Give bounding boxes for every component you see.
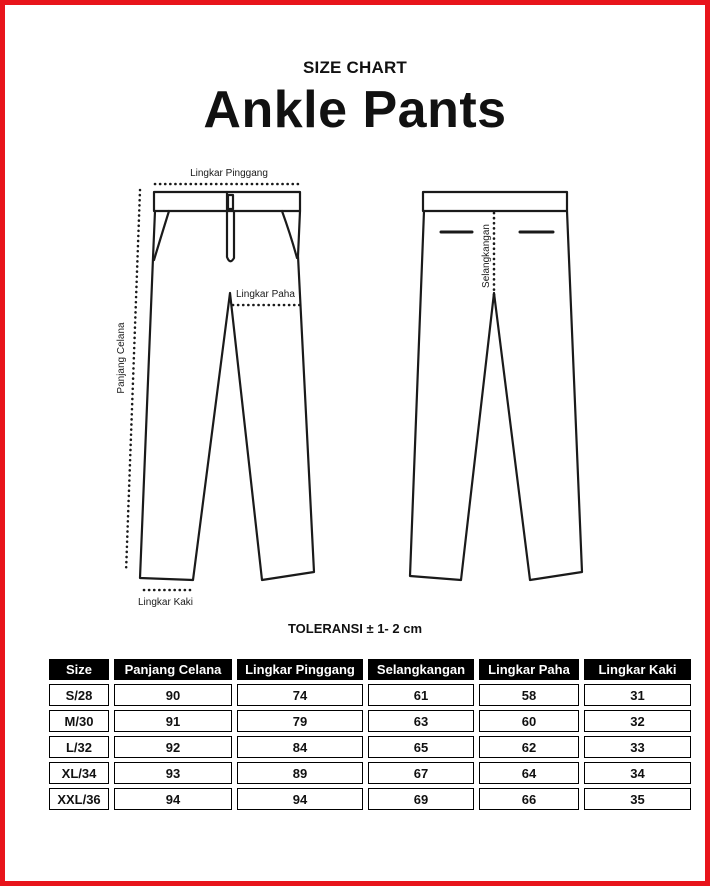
waist-label: Lingkar Pinggang xyxy=(190,168,268,179)
page-title: Ankle Pants xyxy=(203,81,507,139)
cell-panjang-celana: 94 xyxy=(114,788,232,810)
cell-lingkar-paha: 60 xyxy=(479,710,579,732)
table-row xyxy=(49,710,691,732)
table-header-row xyxy=(49,659,691,680)
header-selangkangan: Selangkangan xyxy=(368,659,474,680)
cell-panjang-celana: 90 xyxy=(114,684,232,706)
inseam-label: Selangkangan xyxy=(481,224,492,288)
header-lingkar-paha: Lingkar Paha xyxy=(479,659,579,680)
length-measure-line xyxy=(126,190,140,572)
cell-lingkar-pinggang: 94 xyxy=(237,788,363,810)
cell-selangkangan: 63 xyxy=(368,710,474,732)
header-size: Size xyxy=(49,659,109,680)
cell-lingkar-pinggang: 84 xyxy=(237,736,363,758)
table-row xyxy=(49,684,691,706)
cell-size: S/28 xyxy=(49,684,109,706)
cell-panjang-celana: 93 xyxy=(114,762,232,784)
cell-lingkar-paha: 64 xyxy=(479,762,579,784)
size-chart-subtitle: SIZE CHART xyxy=(303,58,407,77)
cell-selangkangan: 61 xyxy=(368,684,474,706)
cell-lingkar-pinggang: 89 xyxy=(237,762,363,784)
cell-size: XL/34 xyxy=(49,762,109,784)
cell-selangkangan: 67 xyxy=(368,762,474,784)
cell-panjang-celana: 92 xyxy=(114,736,232,758)
back-pants-illustration xyxy=(410,192,582,580)
cell-lingkar-paha: 66 xyxy=(479,788,579,810)
tolerance-note: TOLERANSI ± 1- 2 cm xyxy=(287,621,423,636)
cell-lingkar-kaki: 33 xyxy=(584,736,691,758)
thigh-label: Lingkar Paha xyxy=(236,289,295,300)
cell-lingkar-kaki: 32 xyxy=(584,710,691,732)
cell-lingkar-kaki: 35 xyxy=(584,788,691,810)
cell-selangkangan: 65 xyxy=(368,736,474,758)
header-panjang-celana: Panjang Celana xyxy=(114,659,232,680)
header-lingkar-pinggang: Lingkar Pinggang xyxy=(237,659,363,680)
cell-panjang-celana: 91 xyxy=(114,710,232,732)
cell-lingkar-paha: 62 xyxy=(479,736,579,758)
cell-size: XXL/36 xyxy=(49,788,109,810)
table-row xyxy=(49,788,691,810)
front-pants-illustration xyxy=(140,192,314,580)
cell-size: M/30 xyxy=(49,710,109,732)
table-row xyxy=(49,736,691,758)
hem-label: Lingkar Kaki xyxy=(138,597,194,608)
cell-lingkar-paha: 58 xyxy=(479,684,579,706)
cell-lingkar-pinggang: 79 xyxy=(237,710,363,732)
length-label: Panjang Celana xyxy=(116,322,127,394)
cell-size: L/32 xyxy=(49,736,109,758)
cell-lingkar-kaki: 34 xyxy=(584,762,691,784)
cell-lingkar-pinggang: 74 xyxy=(237,684,363,706)
cell-lingkar-kaki: 31 xyxy=(584,684,691,706)
size-table xyxy=(44,655,696,814)
header-lingkar-kaki: Lingkar Kaki xyxy=(584,659,691,680)
table-row xyxy=(49,762,691,784)
cell-selangkangan: 69 xyxy=(368,788,474,810)
